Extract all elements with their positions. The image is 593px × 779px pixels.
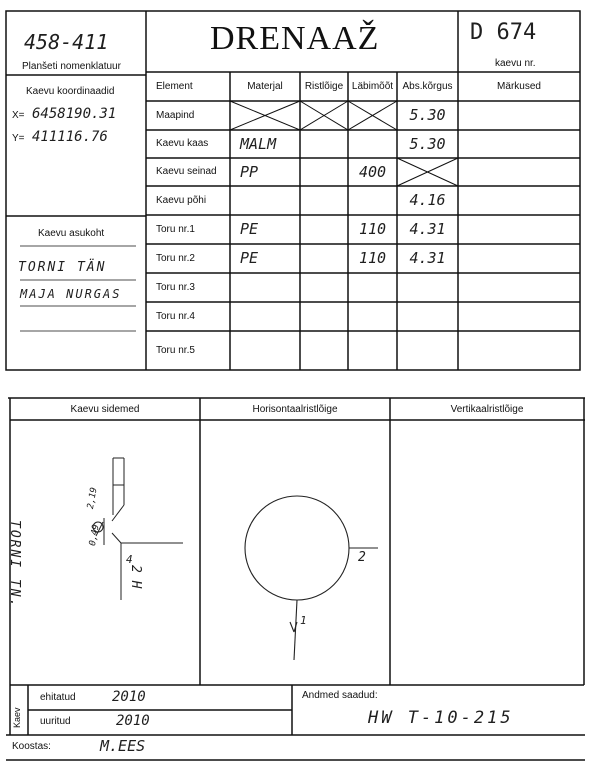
header-diameter: Läbimõõt [351, 81, 394, 92]
row-cell-cross [300, 244, 348, 273]
coordinate-x-value: 6458190.31 [32, 106, 117, 122]
row-element-label: Kaevu kaas [156, 138, 209, 149]
row-cell-diameter [348, 273, 397, 302]
data-source-value: HW T-10-215 [368, 708, 514, 728]
row-cell-diameter [348, 331, 397, 370]
header-cross-section: Ristlõige [304, 81, 344, 92]
row-cell-abs: 5.30 [409, 135, 446, 153]
row-cell-abs [397, 302, 458, 331]
row-cell-cross [300, 130, 348, 158]
page-title: DRENAAŽ [210, 20, 380, 57]
nomenclature-value: 458-411 [24, 30, 109, 54]
row-element-label: Toru nr.3 [156, 282, 195, 293]
location-line-1: TORNI TÄN [18, 260, 107, 275]
row-cell-diameter: 400 [358, 163, 387, 181]
row-cell-cross [300, 215, 348, 244]
row-element-label: Toru nr.2 [156, 253, 195, 264]
author-label: Koostas: [12, 741, 51, 752]
row-element-label: Kaevu põhi [156, 195, 207, 206]
row-cell-material: MALM [240, 135, 277, 153]
well-number-label: kaevu nr. [495, 58, 536, 69]
row-cell-notes [458, 302, 580, 331]
row-cell-abs: 4.16 [409, 191, 446, 209]
row-cell-material [230, 331, 300, 370]
surveyed-value: 2010 [116, 713, 150, 729]
row-cell-abs [397, 273, 458, 302]
row-cell-notes [458, 101, 580, 130]
built-value: 2010 [112, 689, 146, 705]
row-cell-material [230, 101, 300, 130]
coordinate-x-prefix: X= [12, 110, 25, 121]
nomenclature-label: Planšeti nomenklatuur [22, 61, 121, 72]
sketch-house-number: 4 [126, 553, 133, 566]
well-number: D 674 [470, 20, 537, 45]
sketch-distance-1: 2,19 [86, 486, 100, 510]
location-label: Kaevu asukoht [38, 228, 105, 239]
surveyed-label: uuritud [40, 716, 71, 727]
sketch-house-label: 2 H [128, 565, 143, 589]
row-element-label: Toru nr.5 [156, 345, 195, 356]
row-cell-cross [300, 158, 348, 186]
row-cell-abs: 5.30 [409, 106, 446, 124]
location-line-2: MAJA NURGAS [20, 287, 122, 301]
row-cell-notes [458, 273, 580, 302]
built-label: ehitatud [40, 692, 76, 703]
row-cell-diameter [348, 101, 397, 130]
pipe-2-label: 2 [358, 550, 366, 565]
header-material: Materjal [247, 81, 283, 92]
row-cell-material [230, 302, 300, 331]
pipe-1-label: 1 [300, 614, 307, 627]
row-cell-abs [397, 331, 458, 370]
row-cell-material: PP [240, 163, 259, 181]
row-cell-cross [300, 186, 348, 215]
header-notes: Märkused [497, 81, 541, 92]
row-cell-cross [300, 331, 348, 370]
sketch-street-label: TORNI TN. [7, 520, 22, 609]
row-cell-material: PE [240, 220, 259, 238]
row-element-label: Toru nr.1 [156, 224, 195, 235]
sketch-title-horizontal: Horisontaalristlõige [252, 404, 338, 415]
row-element-label: Maapind [156, 110, 195, 121]
row-cell-diameter [348, 302, 397, 331]
row-cell-notes [458, 130, 580, 158]
row-element-label: Toru nr.4 [156, 311, 195, 322]
row-cell-material [230, 273, 300, 302]
row-cell-notes [458, 158, 580, 186]
sketch-distance-2: 0,49 [88, 523, 102, 547]
row-cell-abs: 4.31 [409, 249, 446, 267]
row-cell-cross [300, 273, 348, 302]
row-cell-diameter: 110 [358, 220, 387, 238]
row-element-label: Kaevu seinad [156, 166, 217, 177]
row-cell-material [230, 186, 300, 215]
sketch-title-connections: Kaevu sidemed [70, 404, 140, 415]
footer-group-label: Kaev [12, 707, 22, 728]
row-cell-cross [300, 302, 348, 331]
header-abs-height: Abs.kõrgus [402, 81, 453, 92]
coordinates-label: Kaevu koordinaadid [26, 86, 115, 97]
row-cell-cross [300, 101, 348, 130]
coordinate-y-value: 411116.76 [32, 129, 108, 145]
row-cell-diameter [348, 186, 397, 215]
row-cell-notes [458, 331, 580, 370]
author-value: M.EES [100, 737, 146, 755]
row-cell-diameter [348, 130, 397, 158]
row-cell-abs: 4.31 [409, 220, 446, 238]
row-cell-notes [458, 215, 580, 244]
row-cell-abs [397, 158, 458, 186]
coordinate-y-prefix: Y= [12, 133, 25, 144]
data-source-label: Andmed saadud: [302, 690, 378, 701]
sketch-title-vertical: Vertikaalristlõige [450, 404, 524, 415]
row-cell-notes [458, 186, 580, 215]
header-element: Element [156, 81, 193, 92]
row-cell-diameter: 110 [358, 249, 387, 267]
row-cell-notes [458, 244, 580, 273]
row-cell-material: PE [240, 249, 259, 267]
